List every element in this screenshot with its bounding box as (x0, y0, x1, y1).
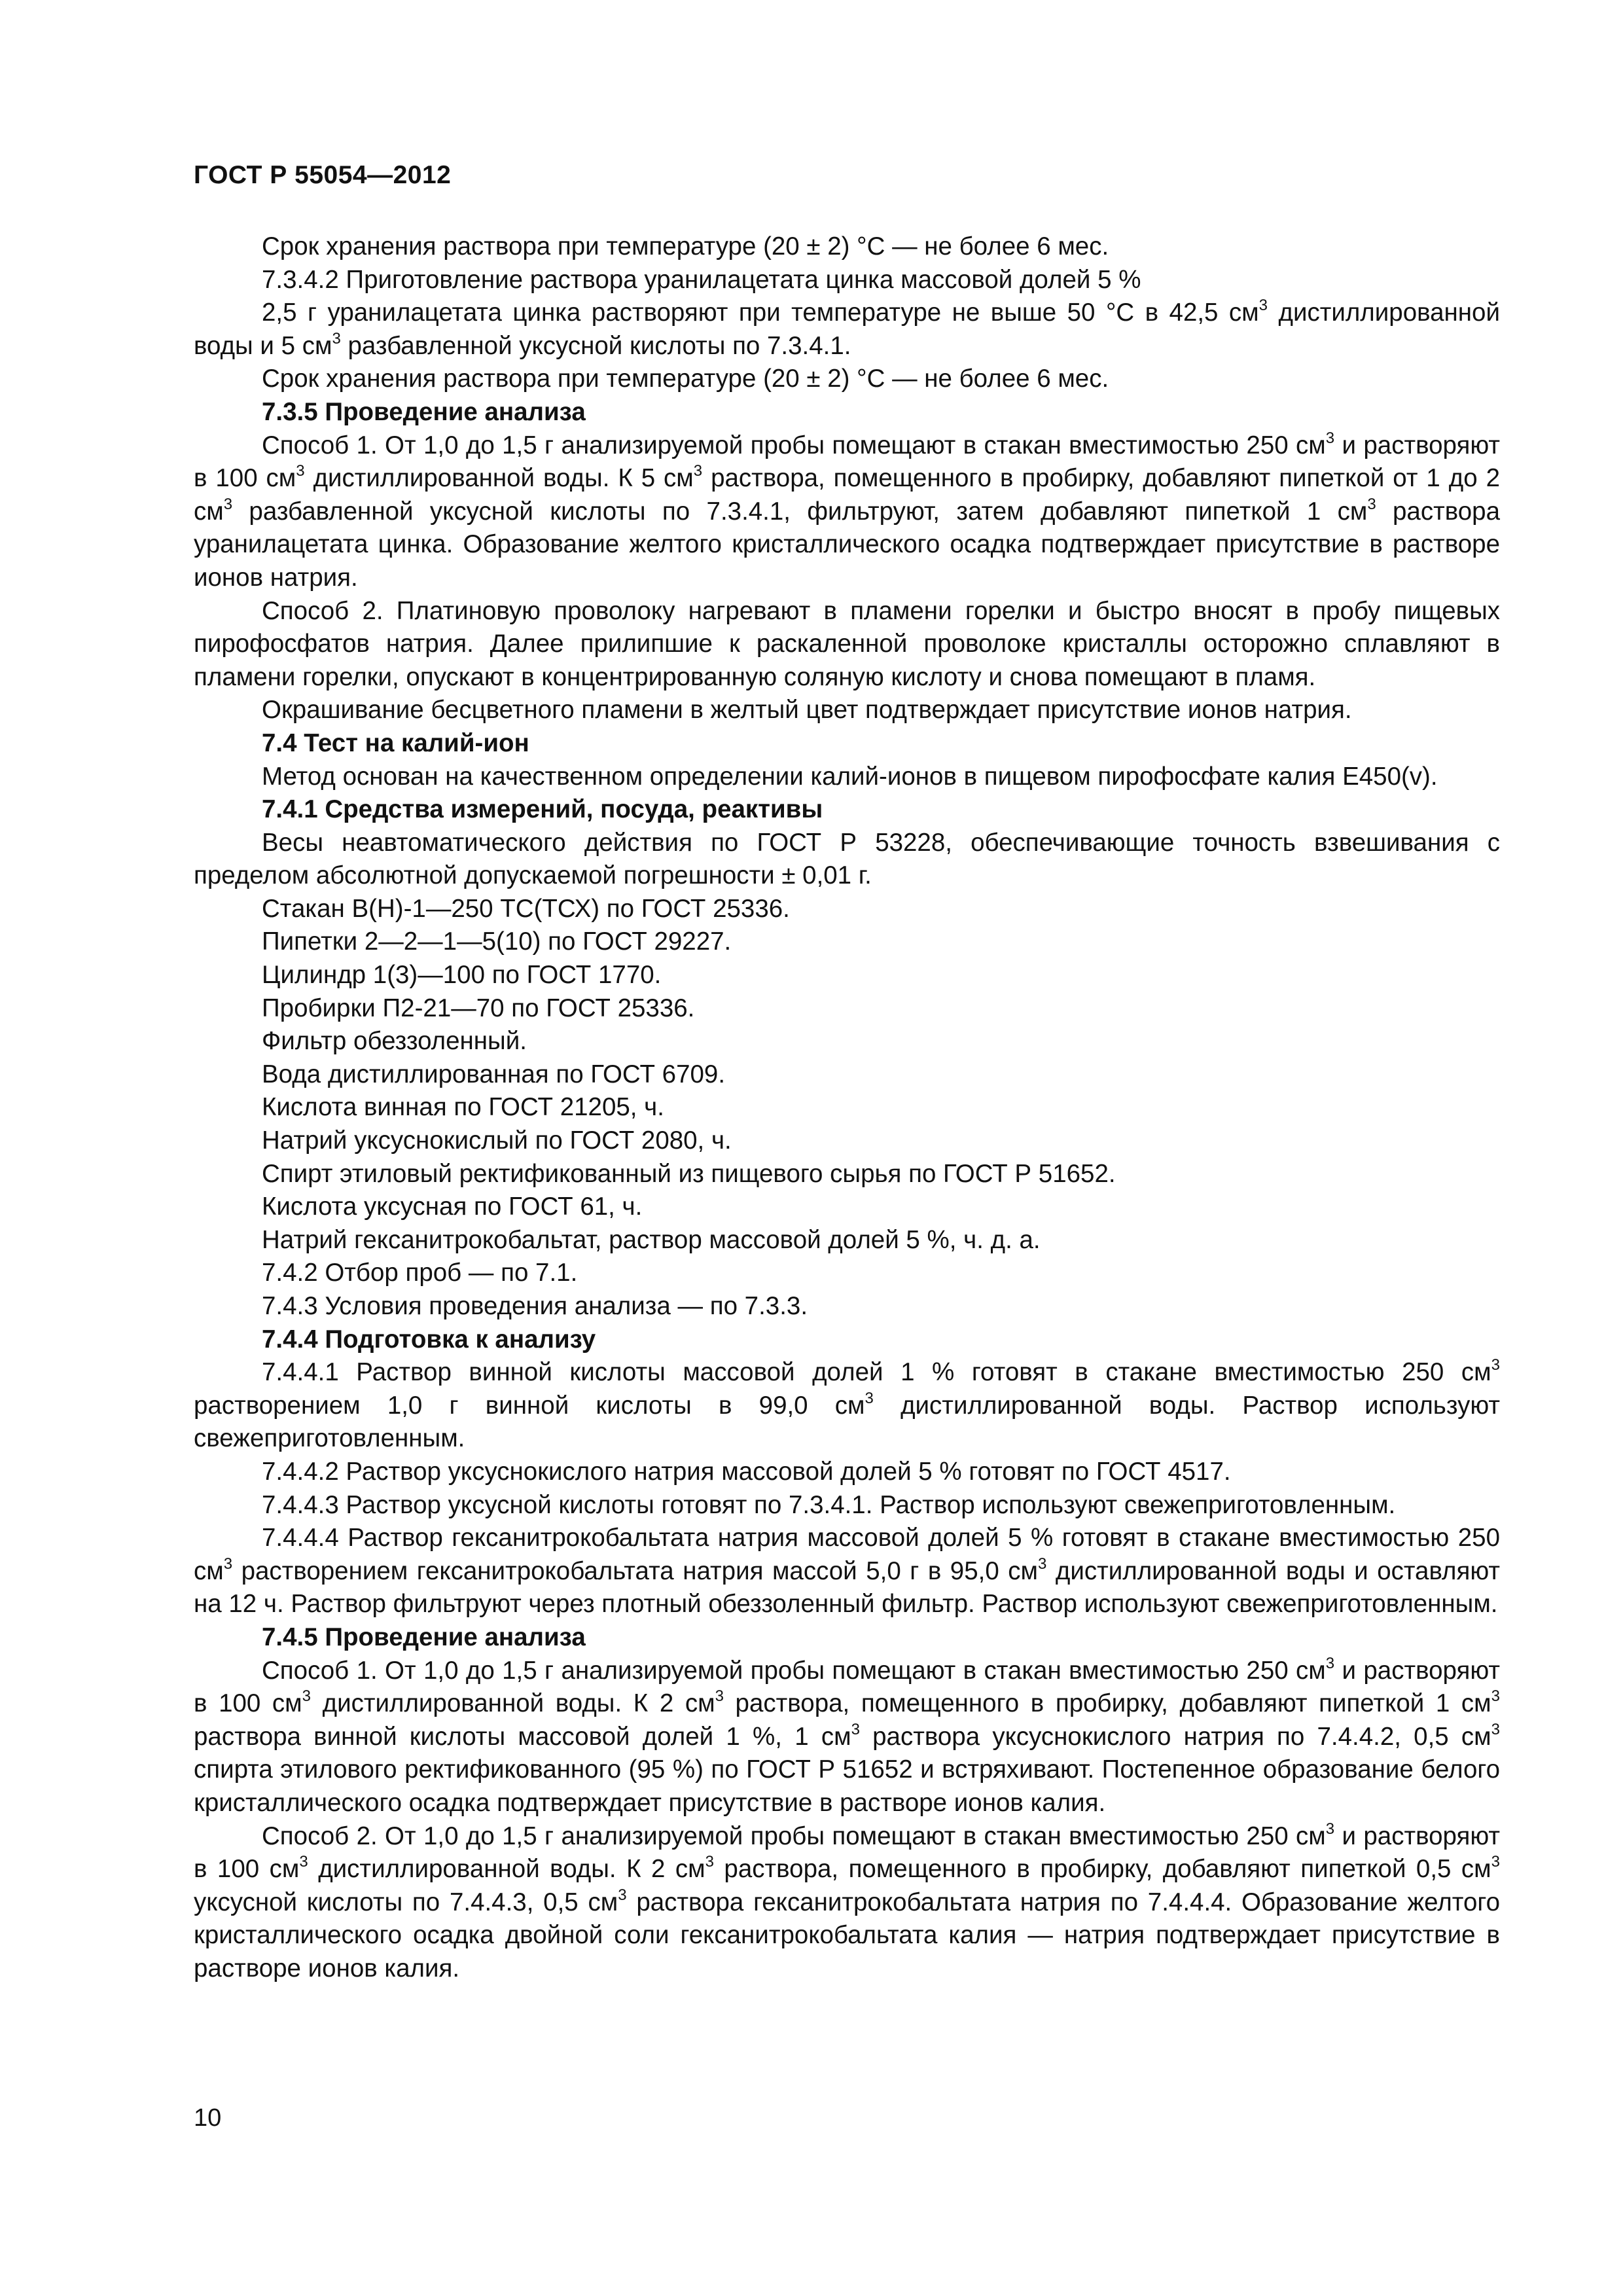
section-heading: 7.4.1 Средства измерений, посуда, реактивы (262, 795, 823, 824)
body-paragraph: Срок хранения раствора при температуре (20 ± 2) °С — не более 6 мес. (262, 232, 1109, 260)
body-paragraph: Весы неавтоматического действия по ГОСТ Р 53228, обеспечивающие точность взвешивания с пределом абсолютной допускаемой погрешности ± 0,01 г. (194, 828, 1500, 890)
body-paragraph: Кислота уксусная по ГОСТ 61, ч. (262, 1193, 643, 1221)
body-paragraph: Цилиндр 1(3)—100 по ГОСТ 1770. (262, 961, 662, 990)
body-paragraph: 7.4.4.2 Раствор уксуснокислого натрия массовой долей 5 % готовят по ГОСТ 4517. (262, 1457, 1231, 1486)
body-paragraph: Способ 1. От 1,0 до 1,5 г анализируемой пробы помещают в стакан вместимостью 250 $см^3$ и растворяют в 100 $см^3$ дистиллированной воды. К 2 $см^3$ раствора, помещенного в пробирку, добавляют пипеткой 1 $см^3$ раствора винной кислоты массовой долей 1 %, 1 $см^3$ раствора уксуснокислого натрия по 7.4.4.2, 0,5 $см^3$ спирта этилового ректификованного (95 %) по ГОСТ Р 51652 и встряхивают. Постепенное образование белого кристаллического осадка подтверждает присутствие в растворе ионов калия. (194, 1654, 1501, 1817)
document-body (194, 230, 1500, 1985)
body-paragraph: Натрий уксуснокислый по ГОСТ 2080, ч. (262, 1126, 732, 1155)
document-header-standard-code: ГОСТ Р 55054—2012 (194, 161, 452, 189)
body-paragraph: Срок хранения раствора при температуре (20 ± 2) °С — не более 6 мес. (262, 365, 1109, 393)
body-paragraph: Метод основан на качественном определении калий-ионов в пищевом пирофосфате калия Е450(v). (262, 762, 1438, 791)
page-number: 10 (194, 2104, 222, 2132)
body-paragraph: 7.4.3 Условия проведения анализа — по 7.3.3. (262, 1292, 808, 1320)
body-paragraph: Вода дистиллированная по ГОСТ 6709. (262, 1060, 726, 1088)
body-paragraph: Стакан В(Н)-1—250 ТС(ТСХ) по ГОСТ 25336. (262, 894, 790, 923)
section-heading: 7.4.4 Подготовка к анализу (262, 1325, 596, 1354)
body-paragraph: Способ 2. Платиновую проволоку нагревают в пламени горелки и быстро вносят в пробу пищевых пирофосфатов натрия. Далее прилипшие к раскаленной проволоке кристаллы осторожно сплавляют в пламени горелки, опускают в концентрированную соляную кислоту и снова помещают в пламя. (194, 596, 1500, 691)
section-heading: 7.4 Тест на калий-ион (262, 728, 529, 757)
body-paragraph: 7.4.4.4 Раствор гексанитрокобальтата натрия массовой долей 5 % готовят в стакане вместимостью 250 $см^3$ растворением гексанитрокобальтата натрия массой 5,0 г в 95,0 $см^3$ дистиллированной воды и оставляют на 12 ч. Раствор фильтруют через плотный обеззоленный фильтр. Раствор используют свежеприготовленным. (194, 1524, 1501, 1619)
body-paragraph: Фильтр обеззоленный. (262, 1027, 527, 1056)
body-paragraph: 7.4.4.3 Раствор уксусной кислоты готовят по 7.3.4.1. Раствор используют свежеприготовленным. (262, 1490, 1396, 1519)
body-paragraph: Натрий гексанитрокобальтат, раствор массовой долей 5 %, ч. д. а. (262, 1225, 1041, 1254)
body-paragraph: 7.4.2 Отбор проб — по 7.1. (262, 1259, 578, 1287)
body-paragraph: 7.3.4.2 Приготовление раствора уранилацетата цинка массовой долей 5 % (262, 265, 1141, 294)
body-paragraph: Кислота винная по ГОСТ 21205, ч. (262, 1093, 664, 1122)
body-paragraph: Пипетки 2—2—1—5(10) по ГОСТ 29227. (262, 927, 732, 956)
body-paragraph: Способ 2. От 1,0 до 1,5 г анализируемой пробы помещают в стакан вместимостью 250 $см^3$ и растворяют в 100 $см^3$ дистиллированной воды. К 2 $см^3$ раствора, помещенного в пробирку, добавляют пипеткой 0,5 $см^3$ уксусной кислоты по 7.4.4.3, 0,5 $см^3$ раствора гексанитрокобальтата натрия по 7.4.4.4. Образование желтого кристаллического осадка двойной соли гексанитрокобальтата калия — натрия подтверждает присутствие в растворе ионов калия. (194, 1820, 1501, 1982)
body-paragraph: Способ 1. От 1,0 до 1,5 г анализируемой пробы помещают в стакан вместимостью 250 $см^3$ и растворяют в 100 $см^3$ дистиллированной воды. К 5 $см^3$ раствора, помещенного в пробирку, добавляют пипеткой от 1 до 2 $см^3$ разбавленной уксусной кислоты по 7.3.4.1, фильтруют, затем добавляют пипеткой 1 $см^3$ раствора уранилацетата цинка. Образование желтого кристаллического осадка подтверждает присутствие в растворе ионов натрия. (194, 429, 1501, 592)
section-heading: 7.4.5 Проведение анализа (262, 1623, 586, 1651)
body-paragraph: 7.4.4.1 Раствор винной кислоты массовой долей 1 % готовят в стакане вместимостью 250 $см^3$ растворением 1,0 г винной кислоты в 99,0 $см^3$ дистиллированной воды. Раствор используют свежеприготовленным. (194, 1356, 1500, 1453)
body-paragraph: Спирт этиловый ректификованный из пищевого сырья по ГОСТ Р 51652. (262, 1159, 1116, 1188)
section-heading: 7.3.5 Проведение анализа (262, 397, 586, 426)
body-paragraph: Окрашивание бесцветного пламени в желтый цвет подтверждает присутствие ионов натрия. (262, 696, 1352, 725)
body-paragraph: 2,5 г уранилацетата цинка растворяют при температуре не выше 50 °С в 42,5 $см^3$ дистиллированной воды и 5 $см^3$ разбавленной уксусной кислоты по 7.3.4.1. (194, 296, 1500, 360)
body-paragraph: Пробирки П2-21—70 по ГОСТ 25336. (262, 994, 695, 1022)
